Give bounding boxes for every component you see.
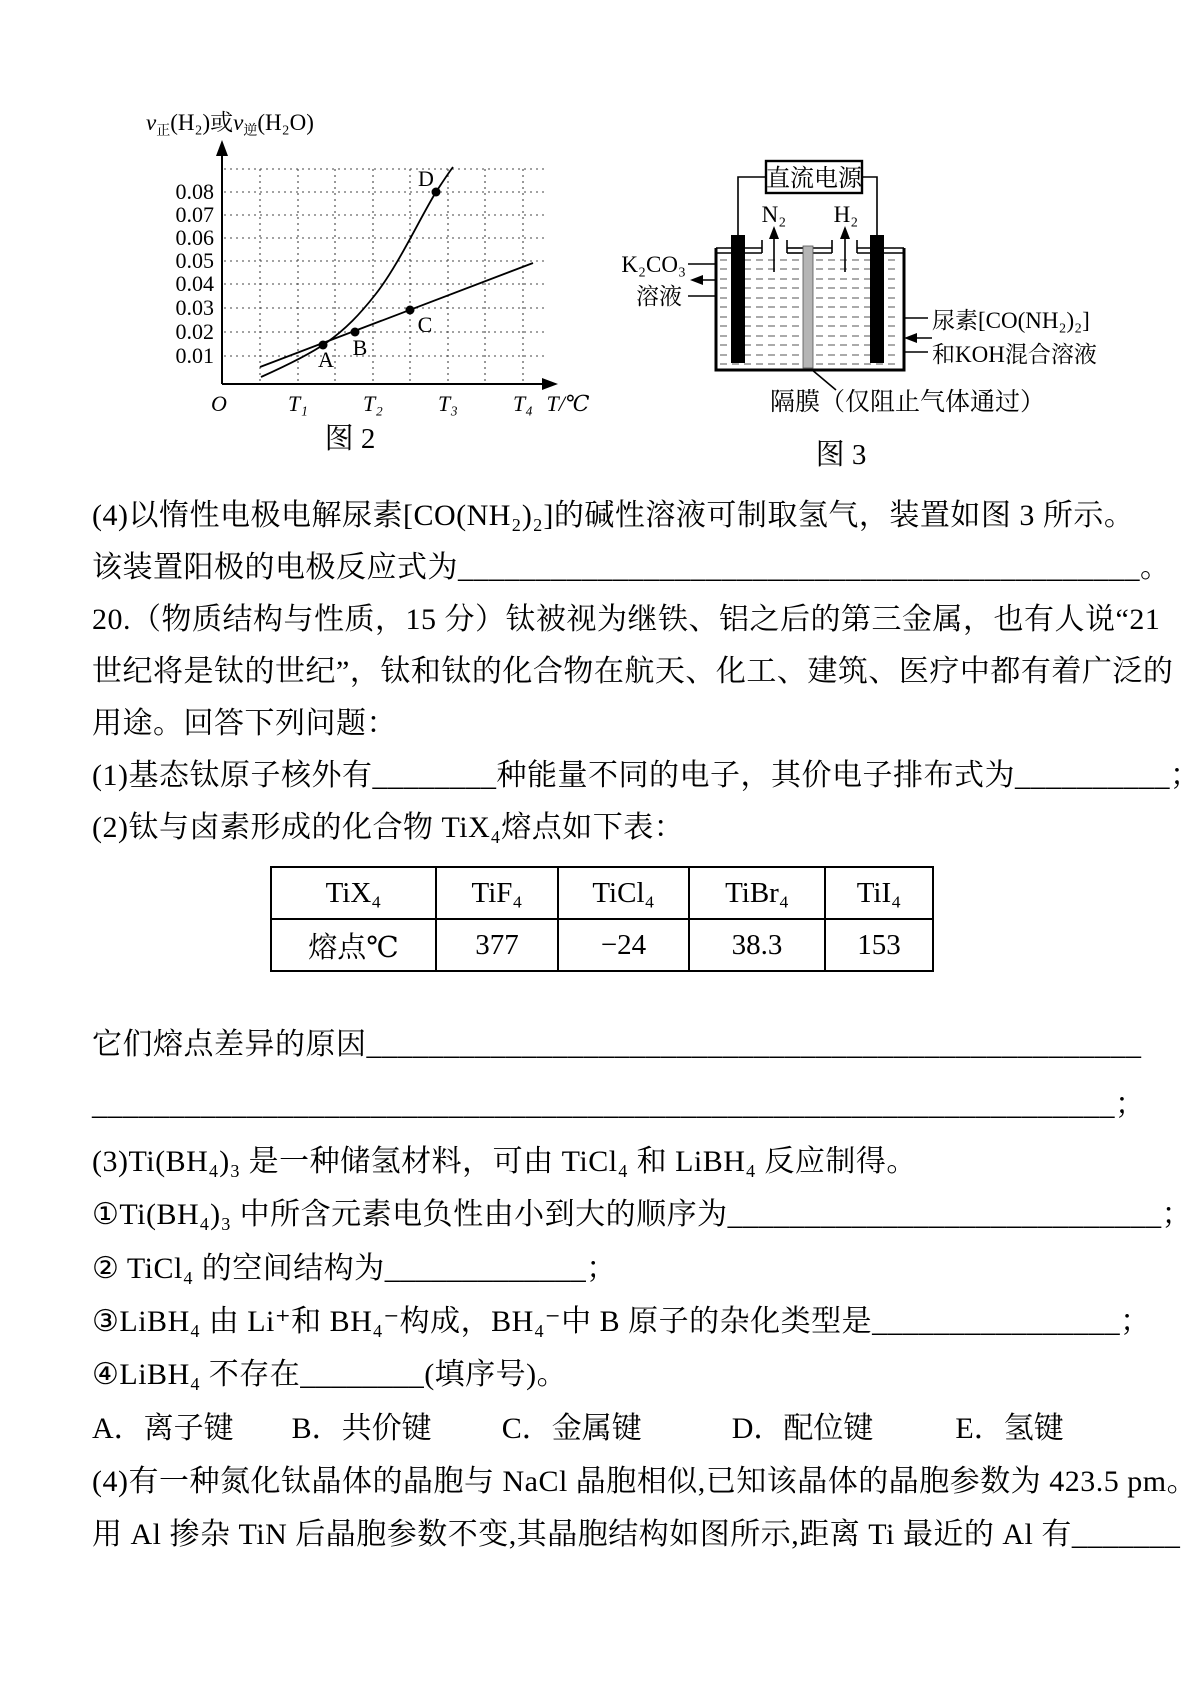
question-4-anode-blank: 该装置阳极的电极反应式为____________________________________________。 (92, 551, 1171, 584)
x-tick-labels (211, 391, 590, 416)
figure3-caption: 图 3 (815, 439, 867, 471)
table-cell: 153 (825, 919, 933, 971)
n2-arrow-head (769, 226, 779, 239)
y-axis-arrow (216, 140, 228, 156)
question-20-line2: 世纪将是钛的世纪”，钛和钛的化合物在航天、化工、建筑、医疗中都有着广泛的 (92, 655, 1174, 688)
table-cell: 熔点℃ (271, 919, 436, 971)
table-cell: TiCl₄ (558, 867, 689, 919)
table-cell: TiBr₄ (689, 867, 825, 919)
figure2-rate-chart (88, 96, 600, 468)
dc-power-supply-label: 直流电源 (766, 166, 862, 192)
point-C (406, 306, 415, 315)
option-a: A．离子键 (92, 1412, 234, 1445)
svg-text:0.03: 0.03 (175, 295, 214, 320)
svg-text:0.08: 0.08 (175, 179, 214, 204)
svg-text:T₄: T₄ (513, 391, 533, 416)
table-cell: TiF₄ (436, 867, 558, 919)
n2-gas-label: N₂ (761, 202, 787, 227)
reason-line1: 它们熔点差异的原因__________________________________________________ (92, 1028, 1142, 1061)
svg-text:0.02: 0.02 (175, 319, 214, 344)
question-20-part4-line1: (4)有一种氮化钛晶体的晶胞与 NaCl 晶胞相似,已知该晶体的晶胞参数为 423.5 pm。 (92, 1465, 1198, 1498)
svg-text:C: C (417, 312, 433, 337)
inflow-arrow-head (904, 333, 917, 343)
option-c: C．金属键 (501, 1412, 642, 1445)
svg-text:0.06: 0.06 (175, 225, 214, 250)
electrode-left (731, 235, 745, 363)
table-cell: TiX₄ (271, 867, 436, 919)
question-20-part3-sub3: ③LiBH₄ 由 Li⁺和 BH₄⁻构成，BH₄⁻中 B 原子的杂化类型是________________； (92, 1305, 1151, 1338)
y-tick-labels (176, 179, 215, 368)
question-4-intro: (4)以惰性电极电解尿素[CO(NH₂)₂]的碱性溶液可制取氢气，装置如图 3 所示。 (92, 499, 1135, 532)
membrane-annotation: 隔膜（仅阻止气体通过） (770, 389, 1046, 416)
electrode-right (870, 235, 884, 363)
outflow-arrow-head (690, 275, 703, 285)
wire-right (862, 177, 877, 237)
question-20-part4-line2: 用 Al 掺杂 TiN 后晶胞参数不变,其晶胞结构如图所示,距离 Ti 最近的 Al 有_______ (92, 1518, 1181, 1551)
h2-arrow-head (840, 226, 850, 239)
x-axis-arrow (542, 378, 558, 390)
point-labels (318, 166, 434, 372)
solution-label: 溶液 (636, 284, 682, 309)
question-20-part3: (3)Ti(BH₄)₃ 是一种储氢材料，可由 TiCl₄ 和 LiBH₄ 反应制得。 (92, 1145, 917, 1178)
urea-label: 尿素[CO(NH₂)₂] (932, 308, 1090, 333)
svg-text:T₃: T₃ (438, 391, 458, 416)
table-data-row (271, 919, 933, 971)
svg-text:T₁: T₁ (288, 391, 308, 416)
right-leader-lines (904, 318, 932, 352)
table-cell: −24 (558, 919, 689, 971)
option-b: B．共价键 (291, 1412, 432, 1445)
option-e: E．氢键 (955, 1412, 1064, 1445)
svg-text:T/℃: T/℃ (546, 391, 590, 416)
k2co3-label: K₂CO₃ (621, 252, 686, 277)
chart-gridlines (224, 169, 544, 382)
svg-text:0.04: 0.04 (175, 271, 214, 296)
question-20-line3: 用途。回答下列问题： (92, 707, 397, 740)
reason-line2: __________________________________________________________________； (92, 1088, 1146, 1121)
melting-point-table (270, 866, 934, 972)
figure2-caption: 图 2 (324, 423, 376, 455)
table-cell: 38.3 (689, 919, 825, 971)
svg-text:0.05: 0.05 (175, 248, 214, 273)
membrane-leader-line (811, 369, 836, 390)
figure3-electrolysis-apparatus (620, 138, 1100, 473)
svg-text:D: D (418, 166, 434, 191)
question-20-part1: (1)基态钛原子核外有________种能量不同的电子，其价电子排布式为__________； (92, 759, 1200, 792)
svg-text:A: A (318, 347, 334, 372)
chart-axes (222, 152, 546, 384)
question-20-part3-sub1: ①Ti(BH₄)₃ 中所含元素电负性由小到大的顺序为____________________________； (92, 1198, 1193, 1231)
svg-text:0.01: 0.01 (175, 343, 214, 368)
svg-text:O: O (211, 391, 227, 416)
membrane (803, 246, 813, 368)
table-header-row (271, 867, 933, 919)
question-20-part3-sub4: ④LiBH₄ 不存在________(填序号)。 (92, 1358, 568, 1391)
svg-text:B: B (352, 335, 368, 360)
koh-mixture-label: 和KOH混合溶液 (932, 342, 1097, 367)
table-cell: TiI₄ (825, 867, 933, 919)
option-d: D．配位键 (731, 1412, 874, 1445)
question-20-heading: 20.（物质结构与性质，15 分）钛被视为继铁、铝之后的第三金属，也有人说“21 (92, 603, 1161, 636)
h2-gas-label: H₂ (833, 202, 859, 227)
figure2-y-axis-label: $v_正(H_2)$或$v_逆(H_2O)$ (146, 110, 314, 139)
question-20-part3-sub2: ② TiCl₄ 的空间结构为_____________； (92, 1252, 617, 1285)
svg-text:0.07: 0.07 (175, 202, 214, 227)
table-cell: 377 (436, 919, 558, 971)
series-straight-line (260, 263, 533, 367)
svg-text:T₂: T₂ (363, 391, 383, 416)
question-20-part2: (2)钛与卤素形成的化合物 TiX₄熔点如下表： (92, 811, 685, 844)
choice-options-row (92, 1408, 1064, 1450)
